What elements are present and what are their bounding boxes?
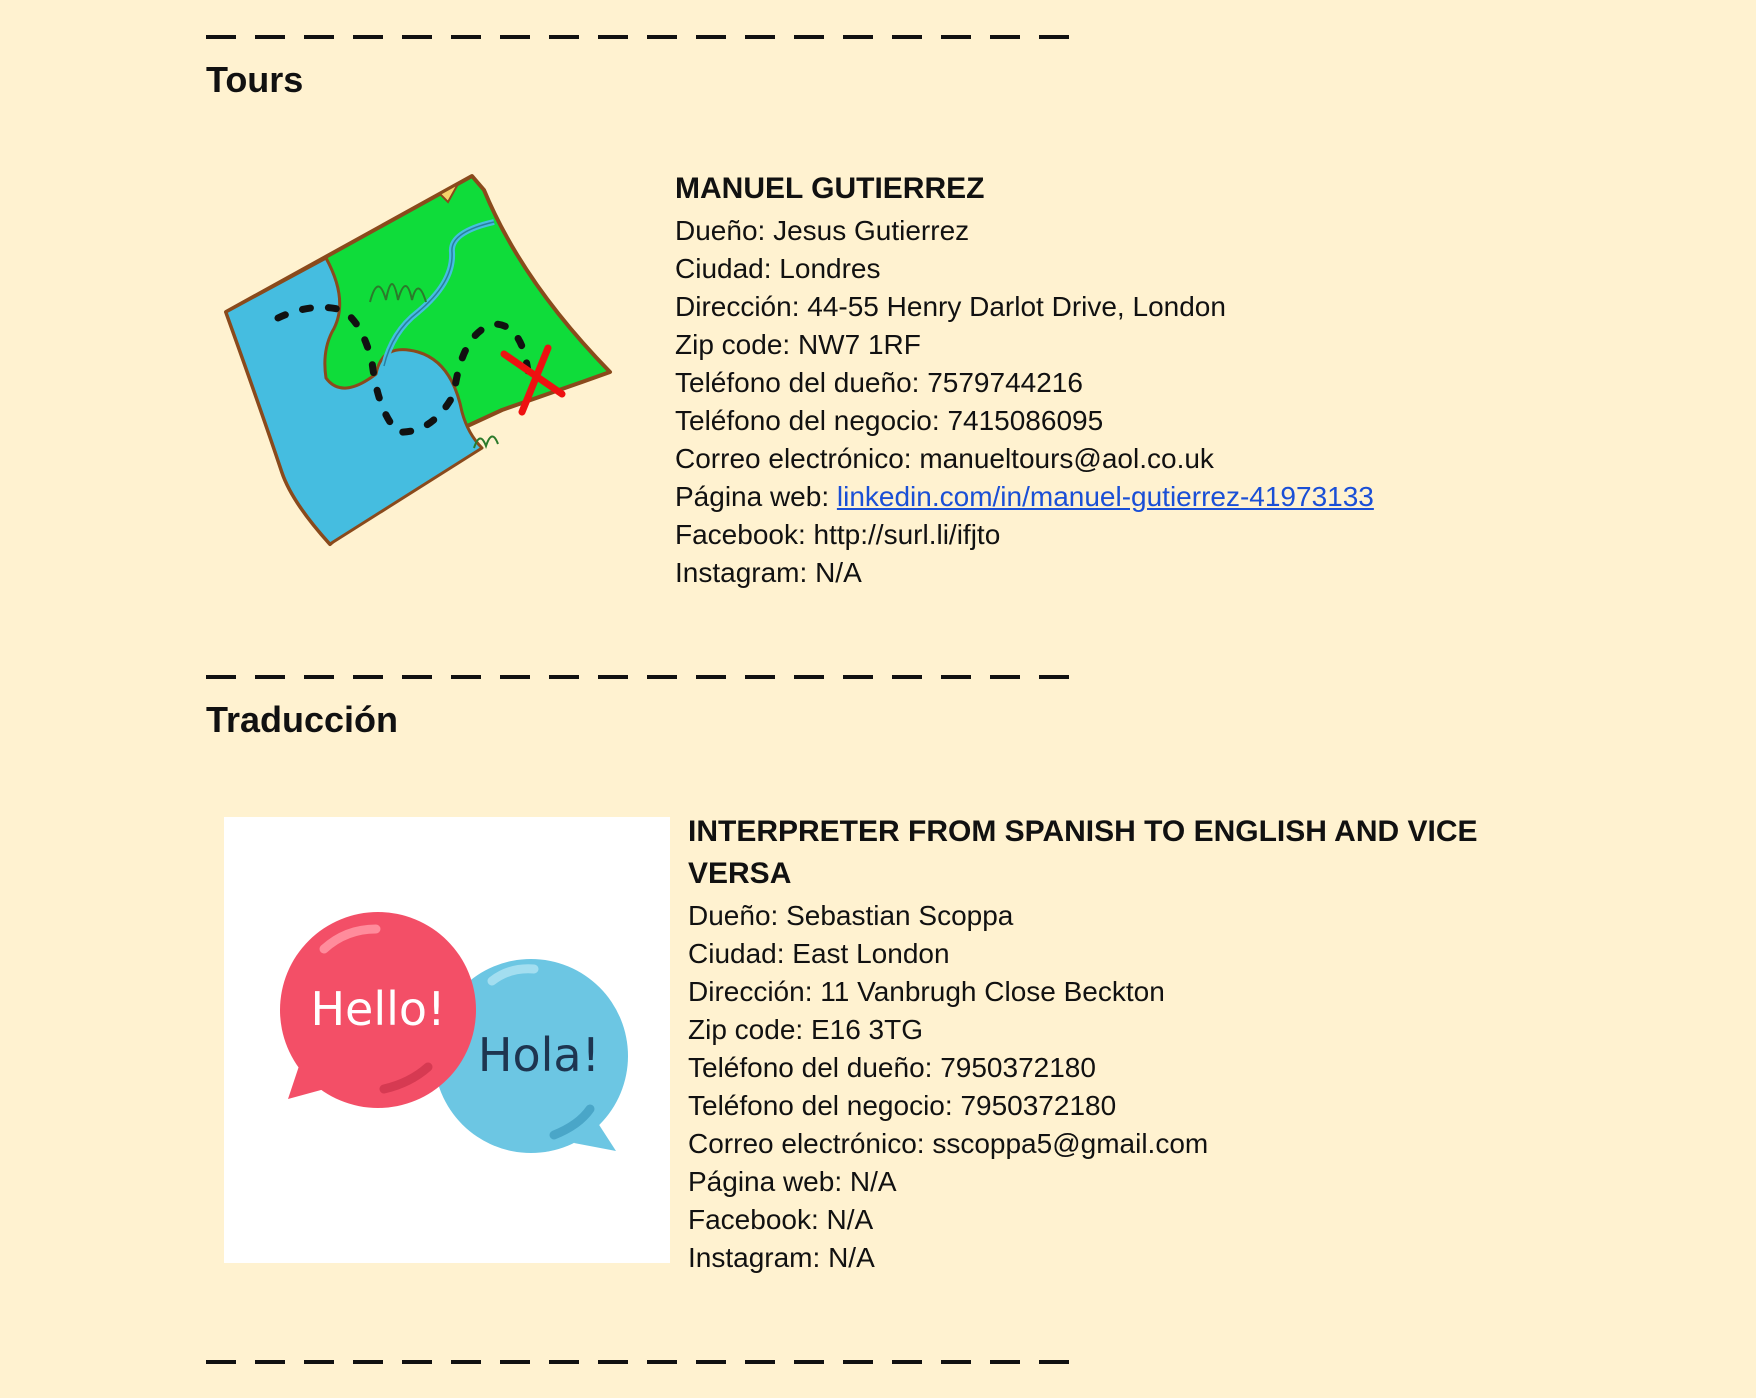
field-instagram: Instagram: N/A <box>688 1242 875 1273</box>
field-city: Ciudad: East London <box>688 938 950 969</box>
field-owner-phone: Teléfono del dueño: 7950372180 <box>688 1052 1096 1083</box>
treasure-map-icon <box>222 172 654 552</box>
section-title-traduccion: Traducción <box>206 699 399 740</box>
field-facebook: Facebook: N/A <box>688 1204 874 1235</box>
hello-bubble-text: Hello! <box>310 982 446 1036</box>
field-owner: Dueño: Jesus Gutierrez <box>675 215 970 246</box>
field-business-phone: Teléfono del negocio: 7415086095 <box>675 405 1104 436</box>
field-owner: Dueño: Sebastian Scoppa <box>688 900 1014 931</box>
traduccion-listing-image <box>224 817 670 1263</box>
listing-name-line-2: VERSA <box>688 857 792 890</box>
section-divider <box>206 675 1074 679</box>
field-zip: Zip code: E16 3TG <box>688 1014 924 1045</box>
section-title-tours: Tours <box>206 59 304 100</box>
hola-bubble-text: Hola! <box>477 1028 601 1082</box>
listing-name: MANUEL GUTIERREZ <box>675 172 985 205</box>
speech-bubbles-icon <box>224 817 670 1263</box>
field-address: Dirección: 11 Vanbrugh Close Beckton <box>688 976 1165 1007</box>
website-link[interactable]: linkedin.com/in/manuel-gutierrez-41973133 <box>836 481 1374 512</box>
listing-name-line-1: INTERPRETER FROM SPANISH TO ENGLISH AND VICE <box>688 815 1478 848</box>
field-zip: Zip code: NW7 1RF <box>675 329 921 360</box>
field-instagram: Instagram: N/A <box>675 557 862 588</box>
listing-name <box>688 811 1478 895</box>
traduccion-listing-info <box>688 811 1478 1277</box>
field-address: Dirección: 44-55 Henry Darlot Drive, London <box>675 291 1226 322</box>
field-owner-phone: Teléfono del dueño: 7579744216 <box>675 367 1083 398</box>
field-website: Página web: N/A <box>688 1166 897 1197</box>
field-email: Correo electrónico: manueltours@aol.co.uk <box>675 443 1214 474</box>
section-divider <box>206 35 1074 39</box>
field-website: Página web: linkedin.com/in/manuel-gutierrez-41973133 <box>675 481 1374 512</box>
field-email: Correo electrónico: sscoppa5@gmail.com <box>688 1128 1209 1159</box>
field-business-phone: Teléfono del negocio: 7950372180 <box>688 1090 1117 1121</box>
tours-listing-image <box>222 172 654 552</box>
section-divider <box>206 1360 1074 1364</box>
field-facebook: Facebook: http://surl.li/ifjto <box>675 519 1001 550</box>
tours-listing-info <box>675 168 1374 592</box>
field-city: Ciudad: Londres <box>675 253 881 284</box>
